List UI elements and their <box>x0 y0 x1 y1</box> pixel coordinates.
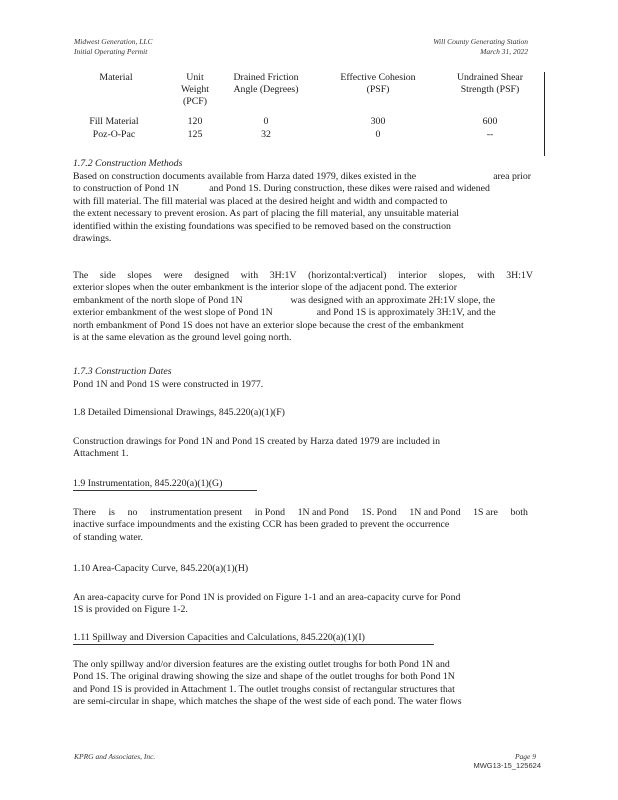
word: with <box>477 270 495 281</box>
section-title-construction-methods: 1.7.2 Construction Methods <box>73 158 183 169</box>
header-line: Weight <box>180 84 210 95</box>
word: 1N and Pond <box>409 507 461 518</box>
material-properties-table <box>76 72 545 156</box>
text-fragment: and Pond 1S. During construction, these dikes were raised and widened <box>209 183 490 195</box>
word: interior <box>398 270 427 281</box>
header-company: Midwest Generation, LLC <box>74 37 153 46</box>
table-cell: 600 <box>482 116 498 127</box>
word: instrumentation present <box>149 507 243 518</box>
table-cell: -- <box>486 129 494 140</box>
header-line: (PCF) <box>183 96 207 107</box>
heading-underline <box>73 644 434 645</box>
header-line: Angle (Degrees) <box>233 84 299 95</box>
word: 1S are <box>473 507 498 518</box>
text-fragment: to construction of Pond 1N <box>73 183 180 195</box>
paragraph-construction-dates <box>73 379 535 391</box>
word: in Pond <box>254 507 286 518</box>
text-line: An area-capacity curve for Pond 1N is provided on Figure 1-1 and an area-capacity curve for Pond <box>73 592 461 603</box>
col-header-shear-strength <box>442 72 538 96</box>
text-fragment: Based on construction documents available from Harza dated 1979, dikes existed in the <box>73 171 417 182</box>
header-right <box>433 37 528 57</box>
table-cell: 120 <box>187 116 203 127</box>
paragraph-construction-methods <box>73 171 535 245</box>
table-cell: 125 <box>187 129 203 140</box>
header-line: (PSF) <box>366 84 390 95</box>
text-line: The only spillway and/or diversion features are the existing outlet troughs for both Pond 1N and <box>73 659 450 670</box>
footer-page-number: Page 9 <box>514 752 536 761</box>
heading-underline <box>73 490 257 491</box>
text-line: Pond 1N and Pond 1S were constructed in 1977. <box>73 379 264 390</box>
text-line <box>73 183 535 195</box>
header-line: Effective Cohesion <box>340 72 416 83</box>
text-line: exterior slopes when the outer embankment is the interior slope of the adjacent pond. The exterior <box>73 282 457 294</box>
word: 1N and Pond <box>297 507 349 518</box>
section-title-spillway: 1.11 Spillway and Diversion Capacities and Calculations, 845.220(a)(1)(I) <box>73 632 365 643</box>
word: slopes, <box>438 270 466 281</box>
text-fragment: and Pond 1S is approximately 3H:1V, and the <box>316 307 496 319</box>
word: 3H:1V <box>269 270 297 281</box>
header-date: March 31, 2022 <box>480 47 528 56</box>
text-fragment: was designed with an approximate 2H:1V slope, the <box>290 294 495 306</box>
text-line: of standing water. <box>73 531 143 543</box>
text-line: north embankment of Pond 1S does not have an exterior slope because the crest of the embankment <box>73 319 464 331</box>
text-fragment: exterior embankment of the west slope of Pond 1N <box>73 307 273 319</box>
text-line: Attachment 1. <box>73 448 129 460</box>
table-cell: 0 <box>263 116 269 127</box>
section-title-instrumentation: 1.9 Instrumentation, 845.220(a)(1)(G) <box>73 478 223 489</box>
table-cell: Fill Material <box>89 116 139 127</box>
table-cell: Poz-O-Pac <box>92 129 136 140</box>
word: were <box>163 270 183 281</box>
footer-company: KPRG and Associates, Inc. <box>74 752 156 761</box>
word: both <box>510 507 528 518</box>
text-line: drawings. <box>73 233 112 245</box>
text-fragment: embankment of the north slope of Pond 1N <box>73 294 243 306</box>
col-header-friction-angle <box>226 72 306 96</box>
section-title-dimensional-drawings: 1.8 Detailed Dimensional Drawings, 845.220(a)(1)(F) <box>73 407 285 418</box>
col-header-cohesion <box>330 72 426 96</box>
word: (horizontal:vertical) <box>308 270 387 281</box>
text-line: Construction drawings for Pond 1N and Pond 1S created by Harza dated 1979 are included in <box>73 436 441 447</box>
paragraph-area-capacity <box>73 592 535 617</box>
word: slopes <box>127 270 152 281</box>
table-cell: 0 <box>375 129 381 140</box>
text-line: 1S is provided on Figure 1-2. <box>73 604 188 616</box>
header-line: Unit <box>186 72 204 83</box>
word: side <box>99 270 116 281</box>
header-left <box>74 37 153 57</box>
table-cell: 300 <box>370 116 386 127</box>
text-line: and Pond 1S is provided in Attachment 1. The outlet troughs consist of rectangular structures that <box>73 683 455 695</box>
header-permit: Initial Operating Permit <box>74 47 148 56</box>
text-line: inactive surface impoundments and the existing CCR has been graded to prevent the occurrence <box>73 519 450 531</box>
header-line: Drained Friction <box>233 72 299 83</box>
paragraph-spillway <box>73 659 535 709</box>
text-line: are semi-circular in shape, which matches the shape of the west side of each pond. The water flows <box>73 696 462 708</box>
word: with <box>240 270 259 281</box>
text-line <box>73 171 531 183</box>
col-header-unit-weight <box>172 72 218 108</box>
word: The <box>73 270 89 281</box>
text-line <box>73 295 535 307</box>
word: 3H:1V <box>506 270 533 281</box>
text-line: is at the same elevation as the ground level going north. <box>73 332 292 344</box>
paragraph-dimensional-drawings <box>73 436 535 461</box>
section-title-area-capacity: 1.10 Area-Capacity Curve, 845.220(a)(1)(H) <box>73 563 249 574</box>
text-line <box>73 307 535 319</box>
word: designed <box>194 270 230 281</box>
text-line: with fill material. The fill material was placed at the desired height and width and compacted to <box>73 195 448 207</box>
word: is <box>108 507 115 518</box>
paragraph-instrumentation <box>73 507 535 544</box>
section-title-construction-dates: 1.7.3 Construction Dates <box>73 366 172 377</box>
header-line: Material <box>99 72 133 83</box>
col-header-material <box>76 72 156 84</box>
text-fragment: area prior <box>493 171 531 182</box>
header-line: Undrained Shear <box>456 72 524 83</box>
text-line-justified <box>73 507 528 519</box>
footer-document-id: MWG13-15_125624 <box>473 761 541 770</box>
paragraph-slopes <box>73 270 535 344</box>
text-line: identified within the existing foundations was specified to be removed based on the construction <box>73 220 451 232</box>
header-station: Will County Generating Station <box>433 37 528 46</box>
word: There <box>73 507 96 518</box>
word: 1S. Pond <box>361 507 397 518</box>
text-line: Pond 1S. The original drawing showing the size and shape of the outlet troughs for both Pond 1N <box>73 671 455 683</box>
text-line: the extent necessary to prevent erosion. As part of placing the fill material, any unsuitable material <box>73 208 460 220</box>
table-cell: 32 <box>261 129 271 140</box>
header-line: Strength (PSF) <box>460 84 520 95</box>
text-line-justified <box>73 270 533 282</box>
word: no <box>127 507 138 518</box>
